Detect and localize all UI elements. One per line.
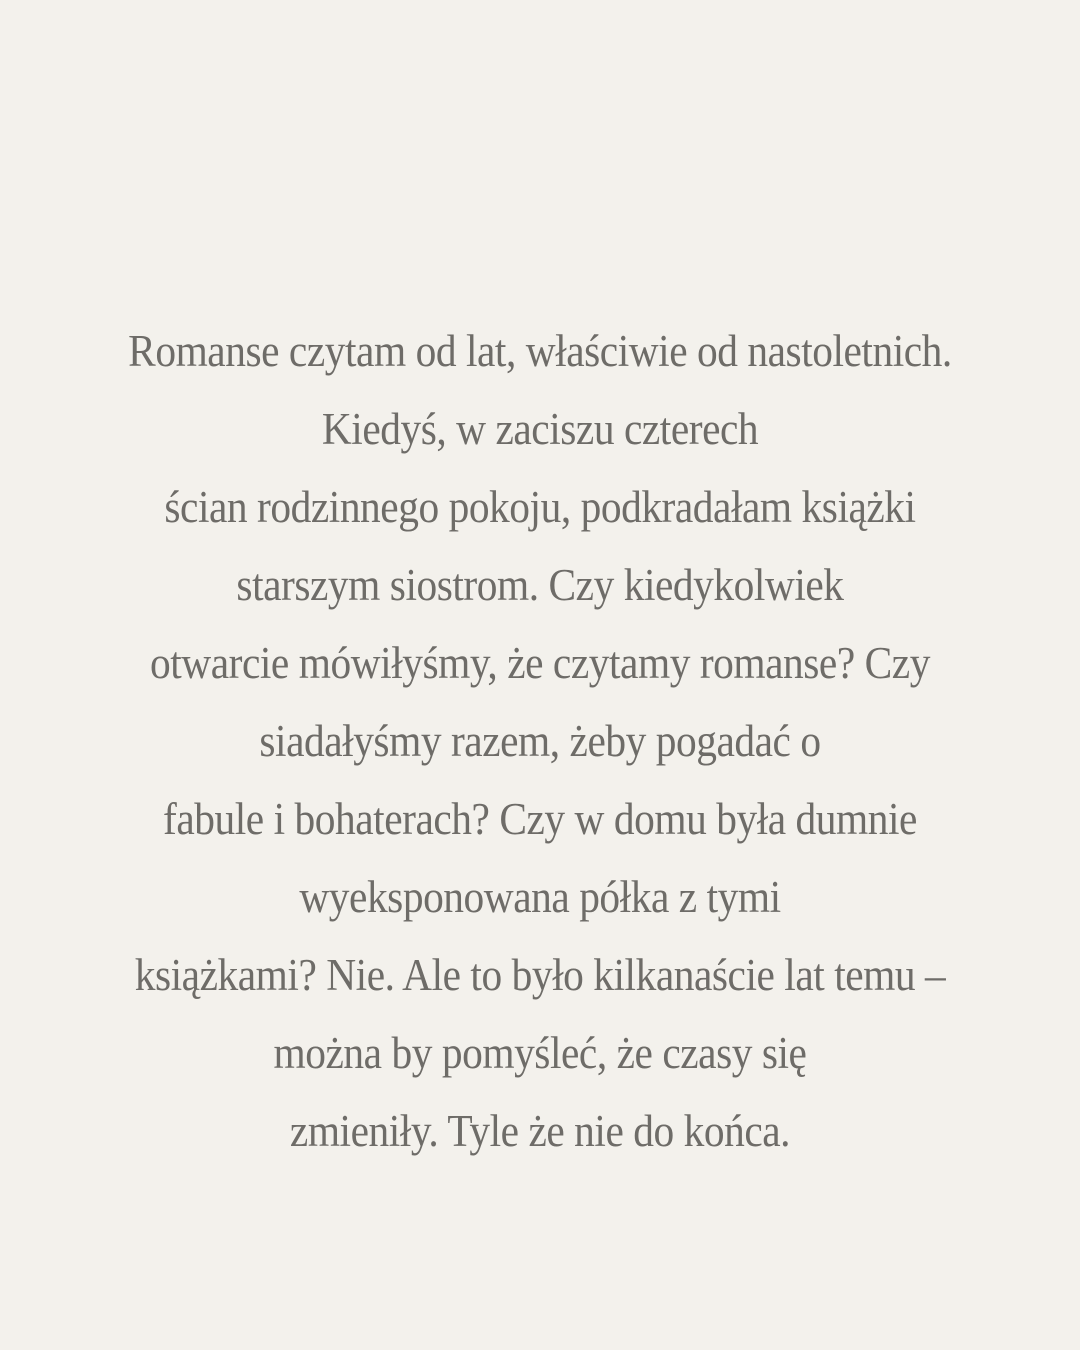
text-line: ścian rodzinnego pokoju, podkradałam książki — [164, 482, 916, 532]
text-line: zmieniły. Tyle że nie do końca. — [289, 1106, 791, 1156]
text-line: fabule i bohaterach? Czy w domu była dumnie — [163, 794, 917, 844]
text-line: książkami? Nie. Ale to było kilkanaście lat temu – — [134, 950, 946, 1000]
post-text — [40, 312, 1040, 1170]
text-line: siadałyśmy razem, żeby pogadać o — [259, 716, 821, 766]
text-line: starszym siostrom. Czy kiedykolwiek — [236, 560, 844, 610]
text-line: Kiedyś, w zaciszu czterech — [321, 404, 759, 454]
text-line: wyeksponowana półka z tymi — [299, 872, 781, 922]
text-line: można by pomyśleć, że czasy się — [273, 1028, 807, 1078]
text-line: otwarcie mówiłyśmy, że czytamy romanse? Czy — [150, 638, 930, 688]
text-line: Romanse czytam od lat, właściwie od nastoletnich. — [128, 326, 952, 376]
